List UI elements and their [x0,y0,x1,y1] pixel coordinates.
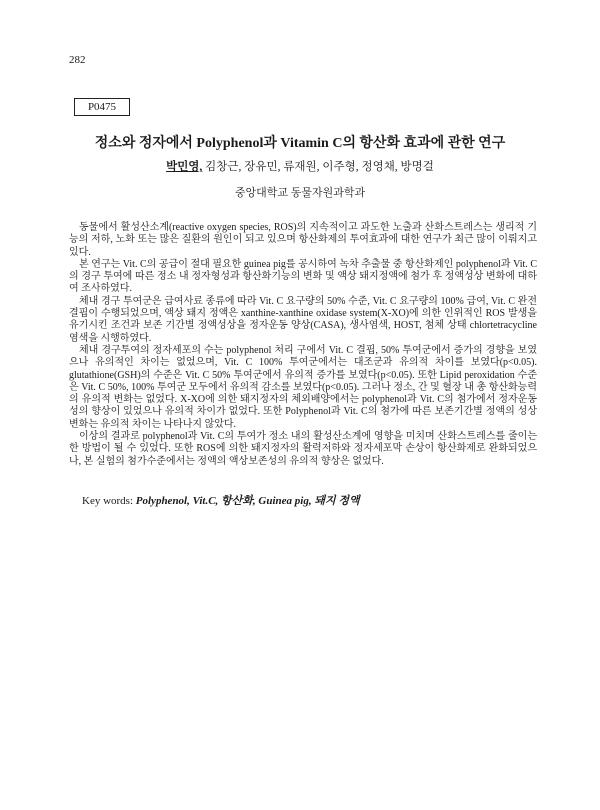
abstract-body [69,222,537,468]
affiliation: 중앙대학교 동물자원과학과 [234,187,366,199]
paper-title: 정소와 정자에서 Polyphenol과 Vitamin C의 항산화 효과에 관한 연구 [94,136,506,151]
abstract-paragraph-1: 동물에서 활성산소계(reactive oxygen species, ROS)의 지속적이고 과도한 노출과 산화스트레스는 생리적 기능의 저하, 노화 또는 많은 질환의 원인이 되고 있으며 항산화제의 투여효과에 대한 연구가 최근 많이 이뤄지고 있다. [69,222,537,258]
abstract-paragraph-4: 체내 경구투여의 정자세포의 수는 polyphenol 처리 구에서 Vit. C 결핍, 50% 투여군에서 증가의 경향을 보였으나 유의적인 차이는 없었으며, Vit. C 100% 투여군에서는 대조군과 유의적 차이를 보였다(p<0.05). glutathione(GSH)의 수준은 Vit. C 50% 투여군에서 유의적 증가를 보였다(p<0.05). 또한 Lipid peroxidation 수준은 Vit. C 50%, 100% 투여군 모두에서 유의적 감소를 보였다(p<0.05). 그러나 정소, 간 및 혈장 내 총 항산화능력의 유의적 변화는 없었다. X-XO에 의한 돼지정자의 체외배양에서는 polyphenol과 Vit. C의 첨가에서 정자운동성의 향상이 있었으나 유의적 차이가 없었다. 또한 Polyphenol과 Vit. C의 첨가에 따른 보존기간별 정액의 성상변화는 유의적 차이는 나타나지 않았다. [69,344,537,430]
keywords-label: Key words: [82,495,136,507]
abstract-paragraph-5: 이상의 결과로 polyphenol과 Vit. C의 투여가 정소 내의 활성산소계에 영향을 미치며 산화스트레스를 줄이는 한 방법이 될 수 있었다. 또한 ROS에 의한 돼지정자의 활력저하와 정자세포막 손상이 항산화제로 완화되었으나, 본 실험의 첨가수준에서는 정액의 액상보존성의 유의적 향상은 없었다. [69,431,537,467]
page-number: 282 [69,54,86,66]
presenting-author: 박민영, [166,161,203,173]
author-list [60,160,540,174]
abstract-paragraph-2: 본 연구는 Vit. C의 공급이 절대 필요한 guinea pig를 공시하여 녹차 추출물 중 항산화제인 polyphenol과 Vit. C의 경구 투여에 따른 정소 내 정자형성과 항산화기능의 변화 및 액상 돼지정액에 첨가 후 정액성상 변화에 대하여 조사하였다. [69,258,537,295]
keywords-values: Polyphenol, Vit.C, 항산화, Guinea pig, 돼지 정액 [135,495,360,507]
keywords [82,494,522,508]
abstract-id-box: P0475 [74,98,130,116]
abstract-paragraph-3: 체내 경구 투여군은 급여사료 종류에 따라 Vit. C 요구량의 50% 수준, Vit. C 요구량의 100% 급여, Vit. C 완전 결핍이 수행되었으며, 액상 돼지 정액은 xanthine-xanthine oxidase system(X-XO)에 의한 인위적인 ROS 발생을 유기시킨 조건과 보존 기간별 정액성상을 정자운동 양상(CASA), 생사염색, HOST, 첨체 상태 chlortetracycline 염색을 시행하였다. [69,295,537,344]
co-authors: 김창근, 장유민, 류재원, 이주형, 정영채, 방명걸 [202,161,434,173]
